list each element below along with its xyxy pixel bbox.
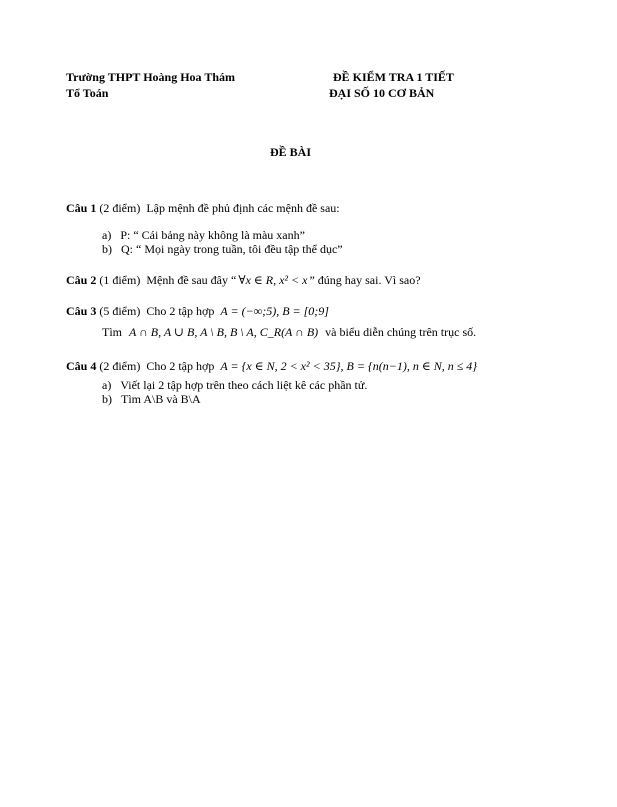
question-1-points: (2 điểm) bbox=[99, 201, 141, 215]
question-4-sets: A = {x ∈ N, 2 < x² < 35}, B = {n(n−1), n ∈ N, n ≤ 4} bbox=[220, 359, 478, 373]
question-3-suffix: và biểu diễn chúng trên trục số. bbox=[325, 325, 477, 339]
question-3-text: Cho 2 tập hợp bbox=[146, 304, 215, 318]
question-4-item-b bbox=[102, 392, 201, 406]
item-text: Tìm A\B và B\A bbox=[121, 392, 201, 406]
exam-title: ĐỀ KIỂM TRA 1 TIẾT bbox=[333, 70, 454, 84]
item-text: P: “ Cái bảng này không là màu xanh” bbox=[120, 228, 305, 242]
question-1-item-b bbox=[102, 242, 343, 256]
page-title: ĐỀ BÀI bbox=[270, 145, 312, 159]
question-3 bbox=[66, 304, 329, 318]
question-3-sets: A = (−∞;5), B = [0;9] bbox=[220, 304, 329, 318]
question-1-label: Câu 1 bbox=[66, 201, 97, 215]
question-2-math: ∀x ∈ R, x² < x bbox=[238, 273, 308, 287]
question-4-text: Cho 2 tập hợp bbox=[146, 359, 215, 373]
department-name: Tổ Toán bbox=[66, 86, 109, 100]
question-2-text-after: ” đúng hay sai. Vì sao? bbox=[309, 273, 421, 287]
exam-subject: ĐẠI SỐ 10 CƠ BẢN bbox=[329, 86, 435, 100]
item-marker: b) bbox=[102, 392, 112, 406]
question-3-line-2 bbox=[102, 325, 476, 339]
item-text: Viết lại 2 tập hợp trên theo cách liệt kê các phần tử. bbox=[120, 378, 368, 392]
item-marker: a) bbox=[102, 378, 112, 392]
school-name: Trường THPT Hoàng Hoa Thám bbox=[66, 70, 235, 84]
item-marker: a) bbox=[102, 228, 112, 242]
question-4-item-a bbox=[102, 378, 367, 392]
question-3-label: Câu 3 bbox=[66, 304, 97, 318]
question-3-points: (5 điểm) bbox=[99, 304, 141, 318]
question-1-item-a bbox=[102, 228, 305, 242]
question-4-points: (2 điểm) bbox=[99, 359, 141, 373]
item-text: Q: “ Mọi ngày trong tuần, tôi đều tập thể dục” bbox=[121, 242, 343, 256]
question-4-label: Câu 4 bbox=[66, 359, 97, 373]
question-1 bbox=[66, 201, 340, 215]
item-marker: b) bbox=[102, 242, 112, 256]
question-1-text: Lập mệnh đề phủ định các mệnh đề sau: bbox=[146, 201, 340, 215]
question-2-text-before: Mệnh đề sau đây “ bbox=[146, 273, 237, 287]
question-2-label: Câu 2 bbox=[66, 273, 97, 287]
question-3-operations: A ∩ B, A ∪ B, A \ B, B \ A, C_R(A ∩ B) bbox=[129, 325, 319, 339]
question-3-find: Tìm bbox=[102, 325, 122, 339]
question-2 bbox=[66, 273, 421, 287]
question-4 bbox=[66, 359, 477, 373]
question-2-points: (1 điểm) bbox=[99, 273, 141, 287]
